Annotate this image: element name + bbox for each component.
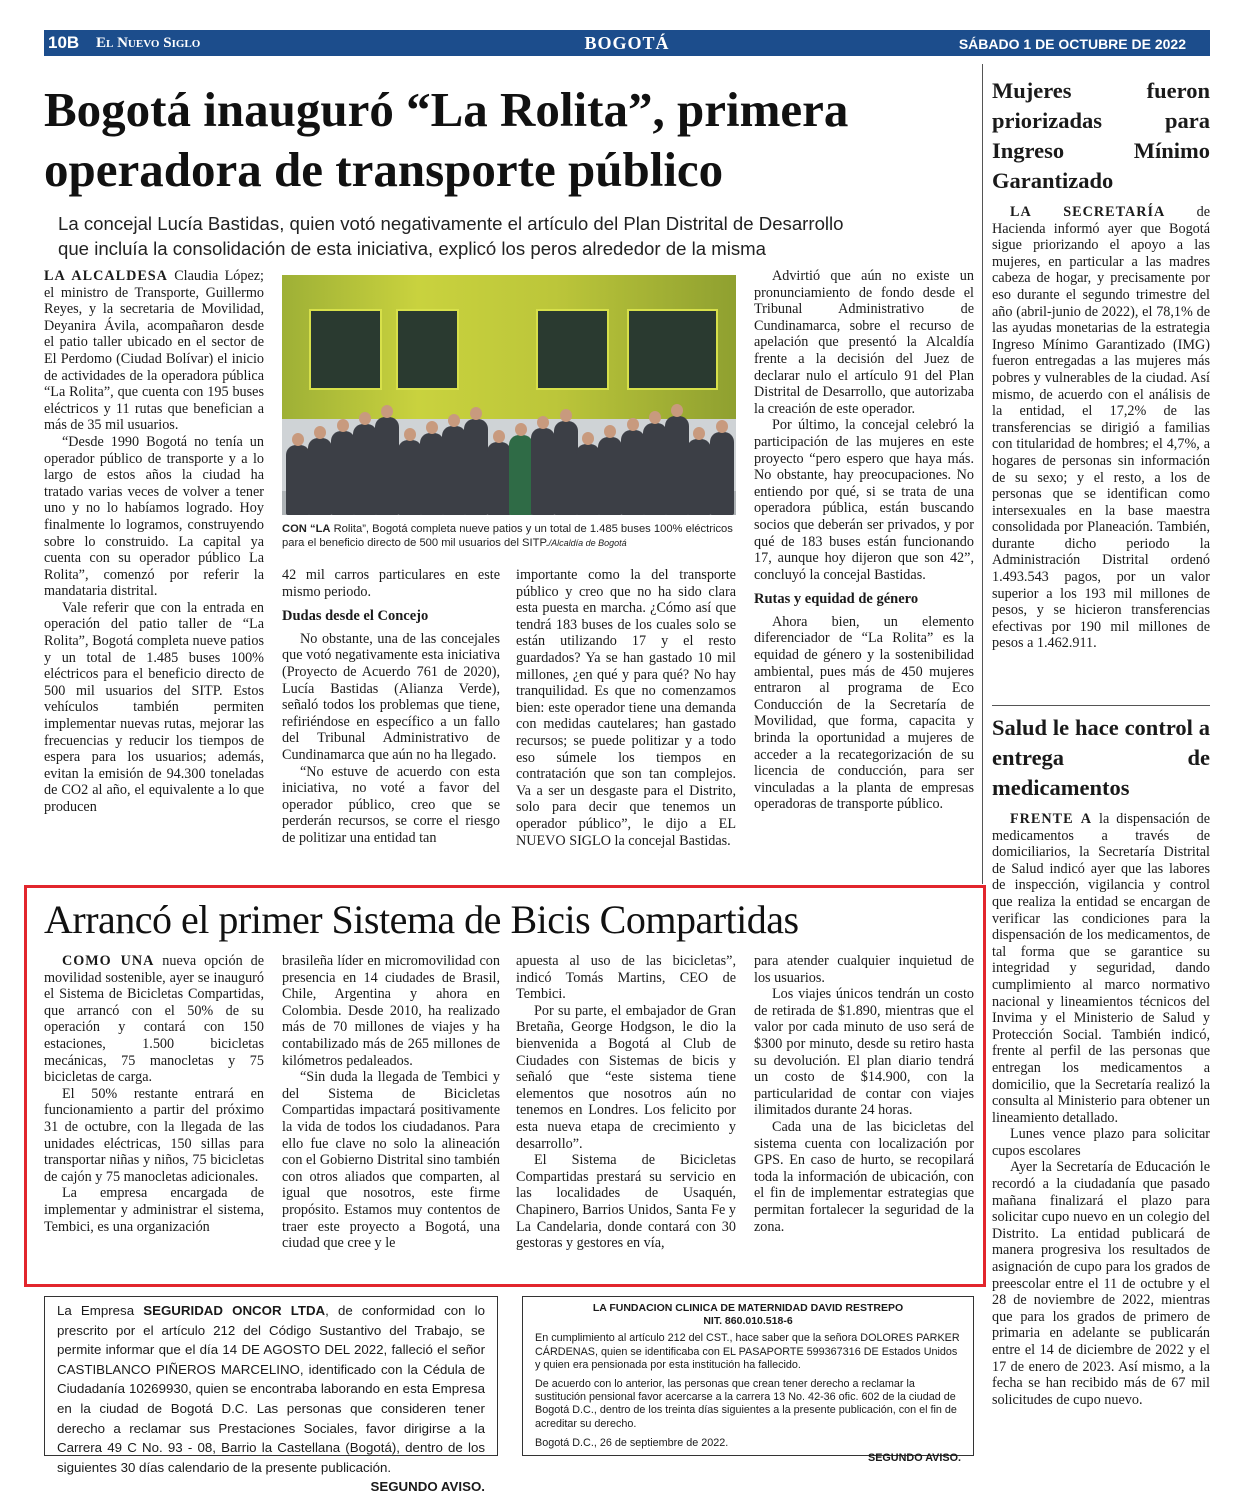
bicis-c4-paragraph-1: para atender cualquier inquietud de los usuarios. <box>754 953 974 986</box>
newspaper-brand: El Nuevo Siglo <box>96 35 201 51</box>
photo-person <box>398 440 422 515</box>
sidebar-headline-1: Mujeres fueron priorizadas para Ingreso Mínimo Garantizado <box>992 78 1210 193</box>
col4-paragraph-3: Ahora bien, un elemento diferenciador de “La Rolita” es la equidad de género y la sostenibilidad ambiental, pues más de 450 mujeres entraron al programa de Eco Conducción de la Secretaría de Movilidad, que forma, capacita y brinda la oportunidad a mujeres de acceder a la recategorización de su licencia de conducción, para ser vinculadas a la planta de empresas operadoras de transporte público. <box>754 613 974 813</box>
main-headline-line-1: Bogotá inauguró “La Rolita”, primera <box>44 82 849 137</box>
sidebar-divider <box>982 64 983 884</box>
photo-person <box>643 423 667 515</box>
photo-person <box>420 433 444 515</box>
section-name: BOGOTÁ <box>584 33 670 53</box>
page-header-bar <box>44 30 1210 56</box>
photo-person <box>331 431 355 515</box>
col3-paragraph-1: importante como la del transporte público y creo que no ha sido clara esta puesta en marcha. ¿Cómo así que tendrá 183 buses de los cuales solo se están utilizando 17 y el resto guardados? Ya se han gastado 10 mil millones, ¿en qué y para qué? No hay tranquilidad. Es que no comenzamos bien: este operador tiene una demanda con medidas cautelares; han gastado recursos; se puede politizar y a todo eso súmele los tiempos en contratación que son tan complejos. Va a ser un desgaste para el Distrito, solo para decir que tenemos un operador público”, le dijo a EL NUEVO SIGLO la concejal Bastidas. <box>516 567 736 849</box>
notice1-text-3: , falleció el señor <box>383 1342 485 1358</box>
notice1-aviso: SEGUNDO AVISO. <box>370 1479 485 1495</box>
caption-lead: CON “LA <box>282 523 331 535</box>
bicis-column-4 <box>754 953 974 1235</box>
bicis-c1-paragraph-2: El 50% restante entrará en funcionamiento a partir del próximo 31 de octubre, con la llegada de las unidades eléctricas, 150 sillas para transportar niñas y niños, 75 bicicletas de cajón y 75 manocletas adicionales. <box>44 1085 264 1185</box>
notice1-text-4: , identificado con la Cédula de Ciudadanía 10269930, quien se encontraba laborando en esta Empresa en la ciudad de Bogotá D.C. Las personas que consideren tener derecho a reclamar sus Prestaciones Sociales, favor dirigirse a la Carrera 49 C No. 93 - 08, Barrio la Castellana (Bogotá), dentro de los siguientes 30 días calendario de la presente publicación. <box>57 1361 485 1475</box>
sidebar-paragraph-4: Ayer la Secretaría de Educación le recordó a la ciudadanía que pasado mañana finalizará el plazo para solicitar cupo nuevo en un colegio del Distrito. La entidad publicará de manera progresiva los resultados de asignación de cupo para los grados de preescolar entre el 11 de octubre y el 28 de noviembre de 2022, mientras que para los grados de primero de primaria en adelante se publicarán entre el 14 de diciembre de 2022 y el 17 de enero de 2023. Así mismo, a la fecha se han recibido más de 67 mil solicitudes de cupo nuevo. <box>992 1159 1210 1408</box>
photo-person <box>442 426 466 515</box>
bicis-c1-text-1: nueva opción de movilidad sostenible, ayer se inauguró el Sistema de Bicicletas Compartidas, que arrancó con el 50% de su operación y contará con 150 estaciones, 1.500 bicicletas mecánicas, 75 manocletas y 75 bicicletas de carga. <box>44 953 264 1086</box>
bicis-c1-paragraph-1 <box>44 953 264 1086</box>
bicis-column-3 <box>516 953 736 1252</box>
photo-crowd <box>282 361 736 515</box>
col2-paragraph-2: No obstante, una de las concejales que votó negativamente esta iniciativa (Proyecto de Acuerdo 761 de 2020), Lucía Bastidas (Alianza Verde), señaló todos los problemas que tiene, refiriéndose en específico a un fallo del Tribunal Administrativo de Cundinamarca que aún no ha llegado. <box>282 630 500 763</box>
notice1-person: CASTIBLANCO PIÑEROS MARCELINO <box>57 1361 300 1377</box>
bicis-column-2 <box>282 953 500 1252</box>
photo-person <box>509 435 533 515</box>
photo-person <box>576 444 600 515</box>
photo-person <box>710 432 734 515</box>
main-column-4 <box>754 268 974 813</box>
sidebar-text-2: la dispensación de medicamentos a través de domiciliarios, la Secretaría Distrital de Salud indicó ayer que las labores de inspección, vigilancia y control que realiza la entidad se encargan de verificar las condiciones para la dispensación de los medicamentos, de tal forma que se garantice su integridad y seguridad, dando cumplimiento al marco normativo nacional y lineamientos técnicos del Invima y el Ministerio de Salud y Protección Social. También indicó, frente al perfil de las personas que entregan los medicamentos a domicilio, que la Secretaría realizó la consulta al Ministerio para obtener un lineamiento detallado. <box>992 811 1210 1126</box>
col4-paragraph-1: Advirtió que aún no existe un pronunciamiento de fondo desde el Tribunal Administrativo de Cundinamarca, sobre el recurso de apelación que presentó la Alcaldía frente a la decisión del Juez de declarar nulo el artículo 91 del Plan Distrital de Desarrollo, que autorizaba la creación de este operador. <box>754 268 974 417</box>
caption-text: Rolita”, Bogotá completa nueve patios y un total de 1.485 buses 100% eléctricos para el beneficio directo de 500 mil usuarios del SITP. <box>282 523 733 549</box>
death-notice-oncor <box>44 1296 498 1495</box>
notice2-aviso: SEGUNDO AVISO. <box>868 1452 961 1465</box>
subhead-dudas: Dudas desde el Concejo <box>282 608 429 625</box>
col1-paragraph-2: “Desde 1990 Bogotá no tenía un operador público de transporte y a lo largo de estos años la ciudad ha tratado varias veces de volver a tener uno y no lo habíamos logrado. Hoy finalmente lo logramos, construyendo sobre lo construido. La capital ya cuenta con su operador público La Rolita”, comenzó por referir la mandataria distrital. <box>44 433 264 600</box>
notice2-title: LA FUNDACION CLINICA DE MATERNIDAD DAVID RESTREPO <box>592 1302 904 1314</box>
photo-person <box>554 421 578 515</box>
lead-in: LA SECRETARÍA <box>1010 204 1166 220</box>
bus-group-photo <box>282 275 736 515</box>
col4-paragraph-2: Por último, la concejal celebró la participación de las mujeres en este proyecto “pero espero que haya más. No obstante, hay preocupaciones. No entiendo por qué, si se trata de una operadora pública, están buscando socios que deberán ser privados, y por qué de 183 buses están funcionando 17, aunque hoy dijeron que son 42”, concluyó la concejal Bastidas. <box>754 417 974 583</box>
sidebar-paragraph-1 <box>992 204 1210 652</box>
main-deck-line-2: que incluía la consolidación de esta iniciativa, explicó los peros alrededor de la misma <box>58 238 766 259</box>
main-column-2 <box>282 567 500 847</box>
col1-paragraph-1 <box>44 268 264 434</box>
sidebar-paragraph-3: Lunes vence plazo para solicitar cupos escolares <box>992 1126 1210 1159</box>
col1-paragraph-3: Vale referir que con la entrada en operación del patio taller de “La Rolita”, Bogotá completa nueve patios y un total de 1.485 buses 100% eléctricos para el beneficio directo de 500 mil usuarios del SITP. Estos vehículos también permiten implementar nuevas rutas, mejorar las frecuencias y reducir los tiempos de espera para los usuarios; además, evitan la emisión de 94.300 toneladas de CO2 al año, el equivalente a lo que producen <box>44 599 264 815</box>
main-column-1 <box>44 268 264 816</box>
col2-paragraph-3: “No estuve de acuerdo con esta iniciativa, no voté a favor del operador público, creo que se perderán recursos, se corre el riesgo de politizar una entidad tan <box>282 763 500 846</box>
photo-caption <box>282 522 736 550</box>
main-deck <box>58 211 988 261</box>
main-deck-line-1: La concejal Lucía Bastidas, quien votó negativamente el artículo del Plan Distrital de Desarrollo <box>58 213 844 234</box>
issue-date: SÁBADO 1 DE OCTUBRE DE 2022 <box>958 36 1186 52</box>
photo-person <box>598 437 622 515</box>
sidebar-headline-2: Salud le hace control a entrega de medicamentos <box>992 715 1210 800</box>
sidebar-text-1: de Hacienda informó ayer que Bogotá sigue priorizando el apoyo a las mujeres, en particular a las madres cabeza de hogar, y precisamente por eso durante el segundo trimestre del año (abril-junio de 2022), el 78,1% de las ayudas monetarias de la estrategia Ingreso Mínimo Garantizado (IMG) fueron entregadas a las mujeres más pobres y vulnerables de la ciudad. Así mismo, de acuerdo con el análisis de la entidad, el 17,2% de las transferencias se dirigió a familias con titularidad de hombres; el 4,7%, a hogares de personas sin información de su sexo; y el resto, a los de personas que se identifican como intersexuales en la base maestra consolidada por Planeación. También, durante dicho periodo la Administración Distrital ordenó 1.493.543 pagos, por un valor superior a los 193 mil millones de pesos, y se hicieron transferencias efectivas por 190 mil millones de pesos a 1.462.911. <box>992 204 1210 652</box>
photo-person <box>464 419 488 515</box>
bicis-c3-paragraph-1: apuesta al uso de las bicicletas”, indicó Tomás Martins, CEO de Tembici. <box>516 953 736 1003</box>
photo-person <box>487 442 511 515</box>
bicis-c3-paragraph-3: El Sistema de Bicicletas Compartidas prestará su servicio en las localidades de Usaquén, Chapinero, Barrios Unidos, Santa Fe y La Candelaria, donde contará con 30 gestoras y gestores en vía, <box>516 1152 736 1252</box>
bicis-c1-paragraph-3: La empresa encargada de implementar y administrar el sistema, Tembici, es una organización <box>44 1185 264 1235</box>
bicis-c4-paragraph-2: Los viajes únicos tendrán un costo de retirada de $1.890, mientras que el valor por cada minuto de uso será de $300 por minuto, desde su retiro hasta su devolución. El plan diario tendrá un costo de $14.900, con la particularidad de contar con viajes ilimitados durante 24 horas. <box>754 986 974 1119</box>
bicis-column-1 <box>44 953 264 1235</box>
col2-paragraph-1: 42 mil carros particulares en este mismo periodo. <box>282 567 500 600</box>
lead-in: FRENTE A <box>1010 811 1093 827</box>
photo-person <box>621 430 645 515</box>
subhead-rutas: Rutas y equidad de género <box>754 591 919 608</box>
notice2-paragraph-3: Bogotá D.C., 26 de septiembre de 2022. <box>535 1436 729 1449</box>
notice2-nit: NIT. 860.010.518-6 <box>703 1315 793 1328</box>
sidebar-paragraph-2 <box>992 811 1210 1126</box>
notice1-company: SEGURIDAD ONCOR LTDA <box>143 1303 326 1318</box>
main-column-3 <box>516 567 736 849</box>
bicis-headline: Arrancó el primer Sistema de Bicis Compartidas <box>44 897 799 942</box>
notice1-text-1: La Empresa <box>57 1303 135 1318</box>
notice1-text-2: , de conformidad con lo prescrito por el artículo 212 del Código Sustantivo del Trabajo, se permite informar que el día <box>57 1303 485 1358</box>
col1-text-1: Claudia López; el ministro de Transporte, Guillermo Reyes, y la secretaria de Movilidad, Deyanira Ávila, acompañaron desde el patio taller ubicado en el sector de El Perdomo (Ciudad Bolívar) el inicio de actividades de la operadora pública “La Rolita”, que cuenta con 195 buses eléctricos y 11 rutas que benefician a más de 35 mil usuarios. <box>44 268 264 434</box>
photo-person <box>531 428 555 515</box>
photo-person <box>286 445 310 515</box>
photo-person <box>308 438 332 515</box>
page-number: 10B <box>48 33 80 52</box>
notice1-date: 14 DE AGOSTO DEL 2022 <box>222 1342 384 1358</box>
main-headline <box>44 80 984 200</box>
photo-person <box>375 417 399 515</box>
main-headline-line-2: operadora de transporte público <box>44 142 724 197</box>
bicis-c4-paragraph-3: Cada una de las bicicletas del sistema cuenta con localización por GPS. En caso de hurto, se recopilará toda la información de ubicación, con el fin de implementar estrategias que permitan fortalecer la seguridad de la zona. <box>754 1118 974 1235</box>
lead-in: LA ALCALDESA <box>44 268 168 284</box>
photo-person <box>687 439 711 515</box>
bicis-c2-paragraph-2: “Sin duda la llegada de Tembici y del Sistema de Bicicletas Compartidas impactará positivamente la vida de todos los ciudadanos. Para ello fue clave no solo la alineación con el Gobierno Distrital sino también con otros aliados que comparten, al igual que nosotros, este firme propósito. Estamos muy contentos de traer este proyecto a Bogotá, una ciudad que cree y le <box>282 1069 500 1252</box>
notice2-paragraph-1: En cumplimiento al artículo 212 del CST., hace saber que la señora DOLORES PARKER CÁRDENAS, quien se identificaba con EL PASAPORTE 599367316 DE Estados Unidos y quien era pensionada por esta institución ha fallecido. <box>535 1332 960 1371</box>
lead-in: COMO UNA <box>62 953 155 969</box>
notice2-paragraph-2: De acuerdo con lo anterior, las personas que crean tener derecho a reclamar la sustitución pensional favor acercarse a la carrera 13 No. 42-36 ofic. 602 de la ciudad de Bogotá D.C., dentro de los treinta días siguientes a la presente publicación, con el fin de acreditar su derecho. <box>535 1378 957 1430</box>
bicis-c2-paragraph-1: brasileña líder en micromovilidad con presencia en 14 ciudades de Brasil, Chile, Argentina y ahora en Colombia. Desde 2010, ha realizado más de 70 millones de viajes y ha contabilizado más de 265 millones de kilómetros pedaleados. <box>282 953 500 1069</box>
photo-person <box>665 416 689 515</box>
photo-person <box>353 424 377 515</box>
death-notice-fundacion <box>522 1296 974 1465</box>
photo-credit: /Alcaldía de Bogotá <box>548 538 627 548</box>
sidebar-story-1 <box>992 76 1210 652</box>
bicis-c3-paragraph-2: Por su parte, el embajador de Gran Bretaña, George Hodgson, le dio la bienvenida a Bogotá al Club de Ciudades con Sistemas de bicis y señaló que “este sistema tiene elementos que nosotros aún no tenemos en Londres. Los felicito por esta nueva etapa de crecimiento y desarrollo”. <box>516 1002 736 1152</box>
sidebar-story-2 <box>992 713 1210 1408</box>
sidebar-separator <box>992 705 1210 706</box>
